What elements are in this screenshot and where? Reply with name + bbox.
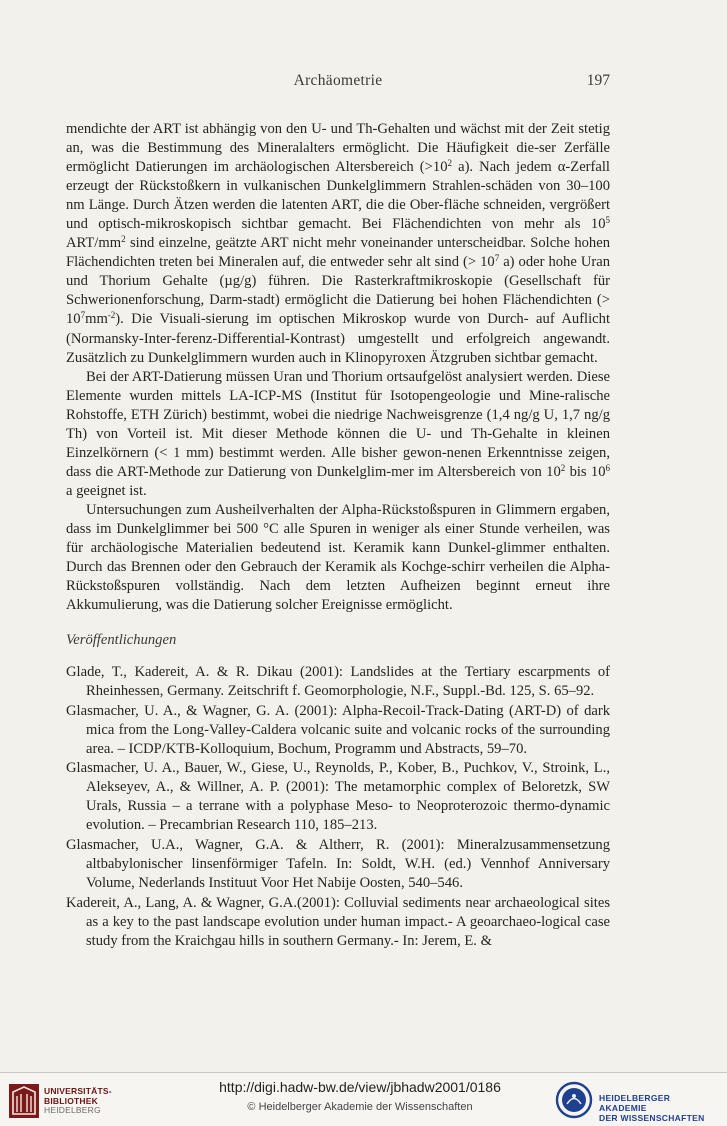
reference-item: Glasmacher, U. A., Bauer, W., Giese, U., Reynolds, P., Kober, B., Puchkov, V., Stroink, L., Alekseyev, A., & Willner, A. P. (2001): The metamorphic complex of Beloretzk, SW Urals, Russia – a terrane with a polyphase Meso- to Neoproterozoic thermo-dynamic evolution. – Precambrian Research 110, 185–213. [66, 760, 610, 834]
references-heading: Veröffentlichungen [66, 632, 177, 648]
reference-item: Glasmacher, U. A., & Wagner, G. A. (2001): Alpha-Recoil-Track-Dating (ART-D) of dark mica from the Long-Valley-Caldera volcanic suite and volcanic rocks of the surrounding area. – ICDP/KTB-Kolloquium, Bochum, Programm und Abstracts, 59–70. [66, 702, 610, 757]
academy-seal-icon [555, 1081, 593, 1119]
running-title: Archäometrie [293, 72, 383, 89]
footer-bar [0, 1072, 727, 1126]
paragraph-1: mendichte der ART ist abhängig von den U- und Th-Gehalten und wächst mit der Zeit stetig an, was die Bestimmung des Mineralalters ermöglicht. Die Häufigkeit die-ser Zerfälle ermöglicht Datierungen im archäologischen Altersbereich ($>10^2$ a). Nach jedem α-Zerfall erzeugt der Rückstoßkern in vulkanischen Dunkelglimmern Strahlen-schäden von 30–100 nm Länge. Durch Ätzen werden die latenten ART, die die Ober-fläche schneiden, vergrößert und optisch-mikroskopisch sichtbar gemacht. Bei Flächendichten von mehr als $10^5$ ART/$mm^2$ sind einzelne, geätzte ART nicht mehr voneinander unterscheidbar. Solche hohen Flächendichten treten bei Mineralen auf, die entweder sehr alt sind (> $10^7$ a) oder hohe Uran und Thorium Gehalte (µg/g) führen. Die Rasterkraftmikroskopie (Gesellschaft für Schwerionenforschung, Darm-stadt) ermöglicht die Datierung bei hohen Flächendichten (> $10^7mm^{-2}$). Die Visuali-sierung im optischen Mikroskop wurde von Durch- auf Auflicht (Normansky-Inter-ferenz-Differential-Kontrast) umgestellt und erfolgreich angewandt. Zusätzlich zu Dunkelglimmern wurden auch in Klinopyroxen Ätzgruben sichtbar gemacht. [66, 121, 610, 366]
reference-item: Glasmacher, U.A., Wagner, G.A. & Altherr, R. (2001): Mineralzusammensetzung altbabylonischer linsenförmiger Tafeln. In: Soldt, W.H. (ed.) Vennhof Anniversary Volume, Nederlands Instituut Voor Het Nabije Oosten, 540–546. [66, 836, 610, 892]
copyright-notice: © Heidelberger Akademie der Wissenschaften [247, 1101, 473, 1113]
paragraph-2: Bei der ART-Datierung müssen Uran und Thorium ortsaufgelöst analysiert werden. Diese Elemente wurden mittels LA-ICP-MS (Institut für Isotopengeologie und Mine-ralische Rohstoffe, ETH Zürich) bestimmt, wobei die niedrige Nachweisgrenze (1,4 ng/g U, 1,7 ng/g Th) von Vorteil ist. Mit dieser Methode können die U- und Th-Gehalte in kleinen Einzelkörnern (< 1 mm) bestimmt werden. Alle bisher gewon-nenen Erkenntnisse zeigen, dass die ART-Methode zur Datierung von Dunkelglim-mer im Altersbereich von $10^2$ bis $10^6$ a geeignet ist. [66, 368, 611, 499]
academy-name: HEIDELBERGER AKADEMIE DER WISSENSCHAFTEN [599, 1093, 705, 1123]
academy-logo[interactable] [555, 1081, 715, 1121]
university-library-logo[interactable] [8, 1082, 158, 1120]
library-name: UNIVERSITÄTS- BIBLIOTHEK HEIDELBERG [44, 1086, 112, 1115]
body-text [66, 120, 610, 615]
permalink-url[interactable]: http://digi.hadw-bw.de/view/jbhadw2001/0186 [219, 1079, 501, 1095]
library-emblem-icon [8, 1082, 40, 1120]
running-header [66, 72, 610, 92]
reference-item: Glade, T., Kadereit, A. & R. Dikau (2001): Landslides at the Tertiary escarpments of Rheinhessen, Germany. Zeitschrift f. Geomorphologie, N.F., Suppl.-Bd. 125, S. 65–92. [66, 664, 610, 700]
reference-item: Kadereit, A., Lang, A. & Wagner, G.A.(2001): Colluvial sediments near archaeological sites as a key to the past landscape evolution under human impact.- A geoarchaeo-logical case study from the Kraichgau hills in southern Germany.- In: Jerem, E. & [66, 894, 610, 949]
references-list [66, 663, 610, 951]
paragraph-3: Untersuchungen zum Ausheilverhalten der Alpha-Rückstoßspuren in Glimmern ergaben, dass im Dunkelglimmer bei 500 °C alle Spuren in weniger als einer Stunde verheilen, was für archäologische Materialien bedeutend ist. Keramik kann Dunkel-glimmer enthalten. Durch das Brennen oder den Gebrauch der Keramik als Kochge-schirr verheilen die Alpha-Rückstoßspuren vollständig. Nach dem letzten Aufheizen beginnt erneut ihre Akkumulierung, was die Datierung solcher Ereignisse ermöglicht. [66, 501, 610, 614]
page-number: 197 [586, 72, 610, 89]
